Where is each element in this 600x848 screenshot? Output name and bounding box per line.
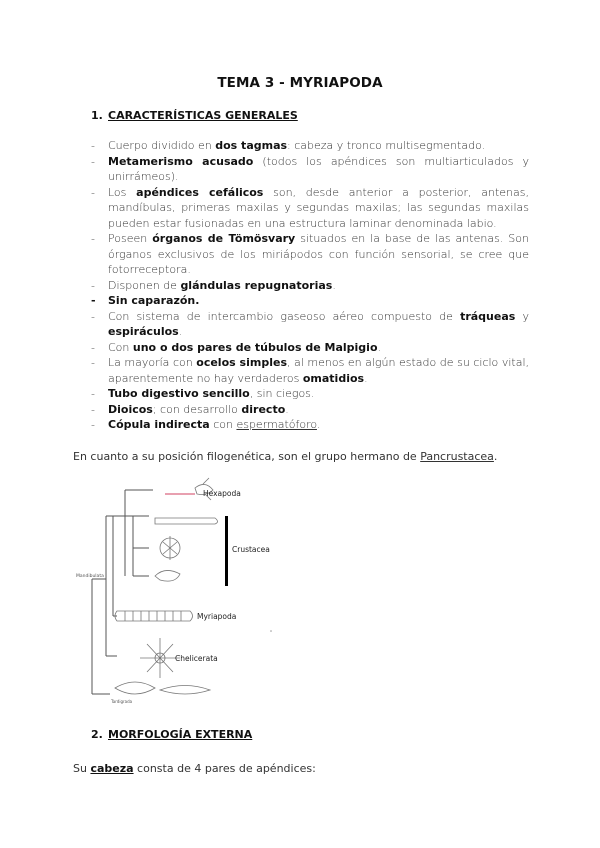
list-item: - Cópula indirecta con espermatóforo. — [91, 418, 321, 431]
label-hexapoda: Hexapoda — [203, 489, 241, 498]
list-item: - Los apéndices cefálicos son, desde anterior a posterior, antenas, mandíbulas, primeras maxilas y segundas maxilas; las segundas maxilas pueden estar fusionadas en una estructura laminar denominada labio. — [91, 185, 529, 230]
phylogenetic-tree-figure — [75, 476, 290, 706]
label-root: Mandibulata — [76, 574, 104, 579]
tree-branches — [92, 490, 153, 694]
tardigrade-silhouette-1 — [115, 682, 155, 694]
crustacean-silhouette-3 — [155, 570, 180, 581]
list-item: - Disponen de glándulas repugnatorias. — [91, 278, 336, 292]
characteristics-list — [91, 138, 529, 433]
section-title: CARACTERÍSTICAS GENERALES — [108, 109, 298, 122]
phylogenetic-tree — [75, 476, 290, 706]
phylogeny-paragraph: En cuanto a su posición filogenética, son el grupo hermano de Pancrustacea. — [73, 450, 498, 463]
section-heading-1 — [91, 109, 298, 122]
crustacea-bar — [225, 516, 228, 586]
list-item: - Poseen órganos de Tömösvary situados en la base de las antenas. Son órganos exclusivos de los miriápodos con función sensorial, se cree que fotorreceptora. — [91, 232, 529, 276]
label-outgroup: Tardigrada — [111, 699, 133, 704]
pancrustacea-link[interactable]: Pancrustacea — [420, 450, 494, 463]
section-number: 1. — [91, 109, 103, 122]
label-chelicerata: Chelicerata — [175, 654, 218, 663]
stray-mark — [270, 630, 272, 632]
page-title: TEMA 3 - MYRIAPODA — [217, 75, 383, 91]
section-heading-2 — [91, 728, 252, 741]
tardigrade-silhouette-2 — [160, 686, 210, 695]
list-item: - Con uno o dos pares de túbulos de Malpigio. — [91, 340, 382, 354]
list-item: - Sin caparazón. — [91, 294, 200, 307]
list-item: - Metamerismo acusado (todos los apéndices son multiarticulados y unirrámeos). — [91, 154, 529, 183]
label-crustacea: Crustacea — [232, 545, 270, 554]
list-item: - Cuerpo dividido en dos tagmas: cabeza y tronco multisegmentado. — [91, 139, 486, 152]
head-paragraph: Su cabeza consta de 4 pares de apéndices: — [73, 762, 316, 775]
crustacean-silhouette-1 — [155, 518, 218, 524]
list-item: - Tubo digestivo sencillo, sin ciegos. — [91, 387, 315, 400]
myriapoda-segments — [125, 611, 181, 621]
list-item: - Dioicos; con desarrollo directo. — [91, 402, 289, 416]
cabeza-term: cabeza — [90, 762, 134, 775]
chelicerata-legs — [140, 638, 180, 678]
list-item: - Con sistema de intercambio gaseoso aéreo compuesto de tráqueas y espiráculos. — [91, 309, 529, 338]
label-myriapoda: Myriapoda — [197, 612, 237, 621]
section-number: 2. — [91, 728, 103, 741]
section-title: MORFOLOGÍA EXTERNA — [108, 728, 253, 741]
list-item: - La mayoría con ocelos simples, al menos en algún estado de su ciclo vital, aparentemente no hay verdaderos omatidios. — [91, 356, 529, 385]
